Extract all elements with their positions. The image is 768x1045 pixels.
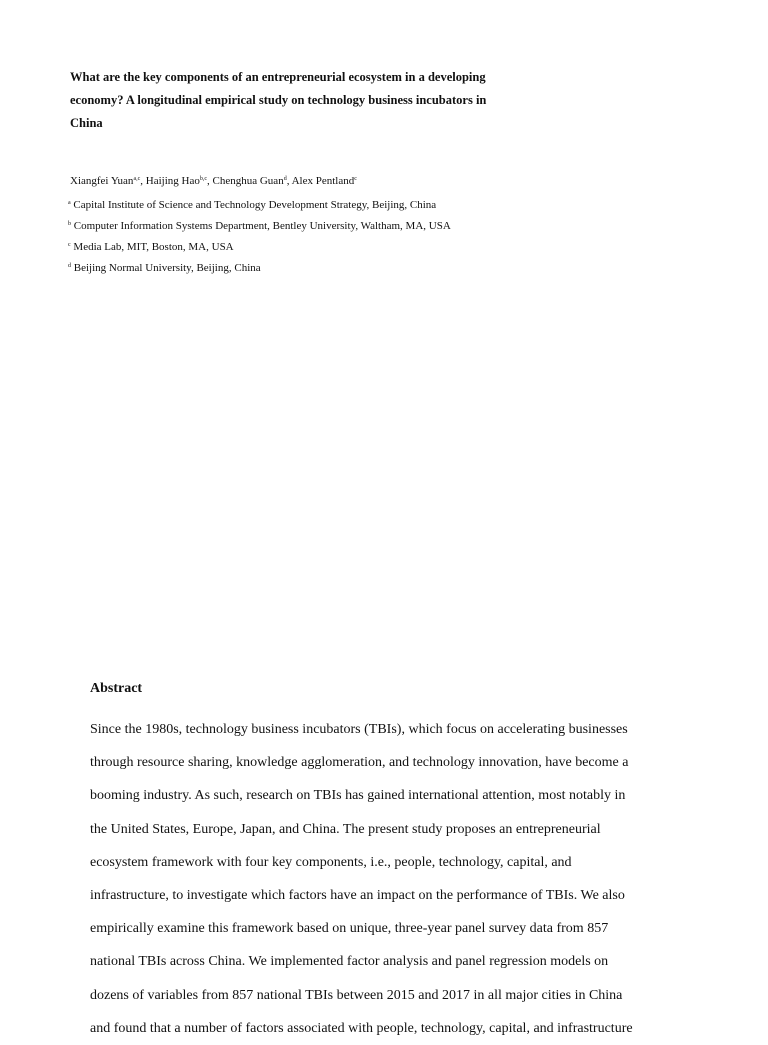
abstract-line: ecosystem framework with four key components, i.e., people, technology, capital, and	[90, 854, 572, 870]
paper-title	[70, 66, 540, 135]
affiliation-text: Media Lab, MIT, Boston, MA, USA	[73, 241, 234, 253]
abstract-heading: Abstract	[90, 681, 143, 696]
affiliation	[68, 197, 436, 213]
abstract-line: through resource sharing, knowledge agglomeration, and technology innovation, have become a	[90, 755, 629, 771]
abstract-line: and found that a number of factors associated with people, technology, capital, and infrastructure	[90, 1020, 633, 1036]
title-line: What are the key components of an entrepreneurial ecosystem in a developing	[70, 70, 486, 84]
abstract-line: the United States, Europe, Japan, and China. The present study proposes an entrepreneurial	[90, 821, 601, 837]
title-line: China	[70, 116, 103, 130]
affiliation-mark: b	[68, 221, 71, 227]
abstract-line: booming industry. As such, research on TBIs has gained international attention, most notably in	[90, 788, 626, 804]
abstract-line: dozens of variables from 857 national TBIs between 2015 and 2017 in all major cities in China	[90, 987, 623, 1003]
author-affiliation-mark: c	[354, 176, 357, 182]
abstract-line: Since the 1980s, technology business incubators (TBIs), which focus on accelerating businesses	[90, 722, 628, 737]
author-separator: ,	[207, 175, 213, 187]
author-separator: ,	[140, 175, 146, 187]
affiliation	[68, 218, 451, 234]
affiliation-mark: c	[68, 242, 71, 248]
affiliation-text: Beijing Normal University, Beijing, China	[73, 262, 261, 274]
affiliation-text: Computer Information Systems Department, Bentley University, Waltham, MA, USA	[73, 220, 451, 232]
affiliation-text: Capital Institute of Science and Technology Development Strategy, Beijing, China	[73, 199, 437, 211]
author-affiliation-mark: a,c	[133, 176, 141, 182]
author-affiliation-mark: d	[283, 176, 287, 182]
abstract-line: infrastructure, to investigate which factors have an impact on the performance of TBIs. We also	[90, 888, 625, 904]
title-line: economy? A longitudinal empirical study on technology business incubators in	[70, 93, 487, 107]
author-name: Xiangfei Yuan	[70, 175, 134, 187]
affiliation-mark: a	[68, 200, 71, 206]
author-separator: ,	[286, 175, 292, 187]
abstract-body	[90, 713, 690, 1045]
author-name: Alex Pentland	[291, 175, 355, 187]
affiliation-mark: d	[68, 263, 71, 269]
affiliation	[68, 239, 234, 255]
author-affiliation-mark: b,c	[199, 176, 208, 182]
abstract-line: national TBIs across China. We implemented factor analysis and panel regression models on	[90, 954, 609, 970]
affiliation	[68, 260, 261, 276]
abstract-line: empirically examine this framework based on unique, three-year panel survey data from 857	[90, 921, 609, 937]
author-list	[70, 173, 357, 189]
author-name: Chenghua Guan	[212, 175, 284, 187]
author-name: Haijing Hao	[145, 175, 200, 187]
